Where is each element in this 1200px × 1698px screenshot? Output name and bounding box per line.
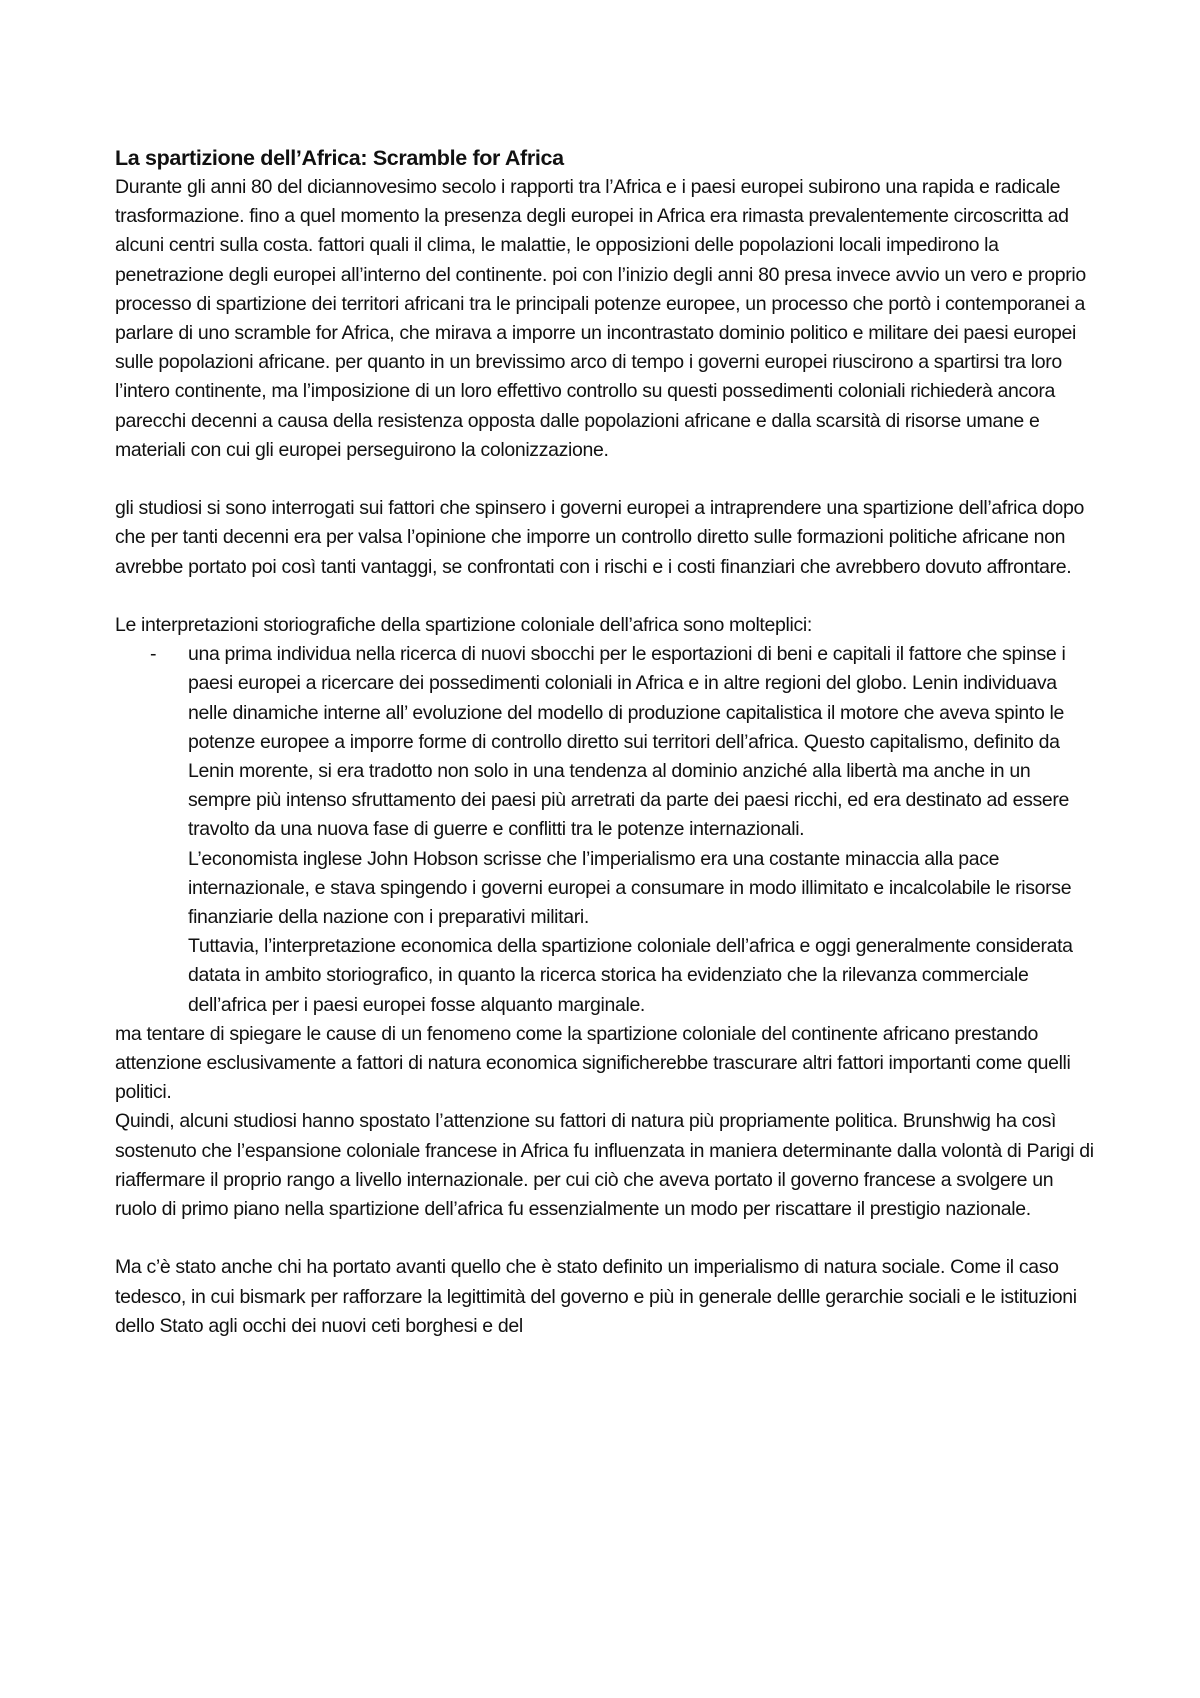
paragraph-scholars: gli studiosi si sono interrogati sui fattori che spinsero i governi europei a intraprendere una spartizione dell’africa dopo che per tanti decenni era per valsa l’opinione che imporre un controllo diretto sulle formazioni politiche africane non avrebbe portato poi così tanti vantaggi, se confrontati con i rischi e i costi finanziari che avrebbero dovuto affrontare.	[115, 497, 1085, 578]
paragraph-spacer	[115, 465, 1095, 494]
paragraph-political-factors: ma tentare di spiegare le cause di un fenomeno come la spartizione coloniale del continente africano prestando attenzione esclusivamente a fattori di natura economica significherebbe trascurare altri fattori importanti come quelli politici.	[115, 1022, 1071, 1104]
paragraph-spacer	[115, 1224, 1095, 1253]
interpretations-list	[115, 640, 1095, 1020]
paragraph-spacer	[115, 582, 1095, 611]
paragraph-interpretations: Le interpretazioni storiografiche della spartizione coloniale dell’africa sono molteplici:	[115, 614, 812, 637]
paragraph-intro: Durante gli anni 80 del diciannovesimo secolo i rapporti tra l’Africa e i paesi europei subirono una rapida e radicale trasformazione. fino a quel momento la presenza degli europei in Africa era rimasta prevalentemente circoscritta ad alcuni centri sulla costa. fattori quali il clima, le malattie, le opposizioni delle popolazioni locali impedirono la penetrazione degli europei all’interno del continente. poi con l’inizio degli anni 80 presa invece avvio un vero e proprio processo di spartizione dei territori africani tra le principali potenze europee, un processo che portò i contemporanei a parlare di uno scramble for Africa, che mirava a imporre un incontrastato dominio politico e militare dei paesi europei sulle popolazioni africane. per quanto in un brevissimo arco di tempo i governi europei riuscirono a spartirsi tra loro l’intero continente, ma l’imposizione di un loro effettivo controllo su questi possedimenti coloniali richiederà ancora parecchi decenni a causa della resistenza opposta dalle popolazioni africane e dalla scarsità di risorse umane e materiali con cui gli europei perseguirono la colonizzazione.	[115, 176, 1086, 461]
document-page	[115, 143, 1095, 1341]
list-item-economic: una prima individua nella ricerca di nuovi sbocchi per le esportazioni di beni e capitali il fattore che spinse i paesi europei a ricercare dei possedimenti coloniali in Africa e in altre regioni del globo. Lenin individuava nelle dinamiche interne all’ evoluzione del modello di produzione capitalistica il motore che aveva spinto le potenze europee a imporre forme di controllo diretto sui territori dell’africa. Questo capitalismo, definito da Lenin morente, si era tradotto non solo in una tendenza al dominio anziché alla libertà ma anche in un sempre più intenso sfruttamento dei paesi più arretrati da parte dei paesi ricchi, ed era destinato ad essere travolto da una nuova fase di guerre e conflitti tra le potenze internazionali.	[188, 643, 1070, 841]
list-item-hobson: L’economista inglese John Hobson scrisse che l’imperialismo era una costante minaccia alla pace internazionale, e stava spingendo i governi europei a consumare in modo illimitato e incalcolabile le risorse finanziarie della nazione con i preparativi militari.	[188, 847, 1072, 929]
paragraph-brunshwig: Quindi, alcuni studiosi hanno spostato l’attenzione su fattori di natura più propriamente politica. Brunshwig ha così sostenuto che l’espansione coloniale francese in Africa fu influenzata in maniera determinante dalla volontà di Parigi di riaffermare il proprio rango a livello internazionale. per cui ciò che aveva portato il governo francese a svolgere un ruolo di primo piano nella spartizione dell’africa fu essenzialmente un modo per riscattare il prestigio nazionale.	[115, 1110, 1094, 1221]
list-item-critique: Tuttavia, l’interpretazione economica della spartizione coloniale dell’africa e oggi generalmente considerata datata in ambito storiografico, in quanto la ricerca storica ha evidenziato che la rilevanza commerciale dell’africa per i paesi europei fosse alquanto marginale.	[188, 935, 1073, 1016]
paragraph-social-imperialism: Ma c’è stato anche chi ha portato avanti quello che è stato definito un imperialismo di natura sociale. Come il caso tedesco, in cui bismark per rafforzare la legittimità del governo e più in generale dellle gerarchie sociali e le istituzioni dello Stato agli occhi dei nuovi ceti borghesi e del	[115, 1256, 1077, 1337]
document-title: La spartizione dell’Africa: Scramble for Africa	[115, 146, 564, 170]
list-item	[150, 640, 1095, 1020]
bullet-dash: -	[150, 643, 157, 666]
